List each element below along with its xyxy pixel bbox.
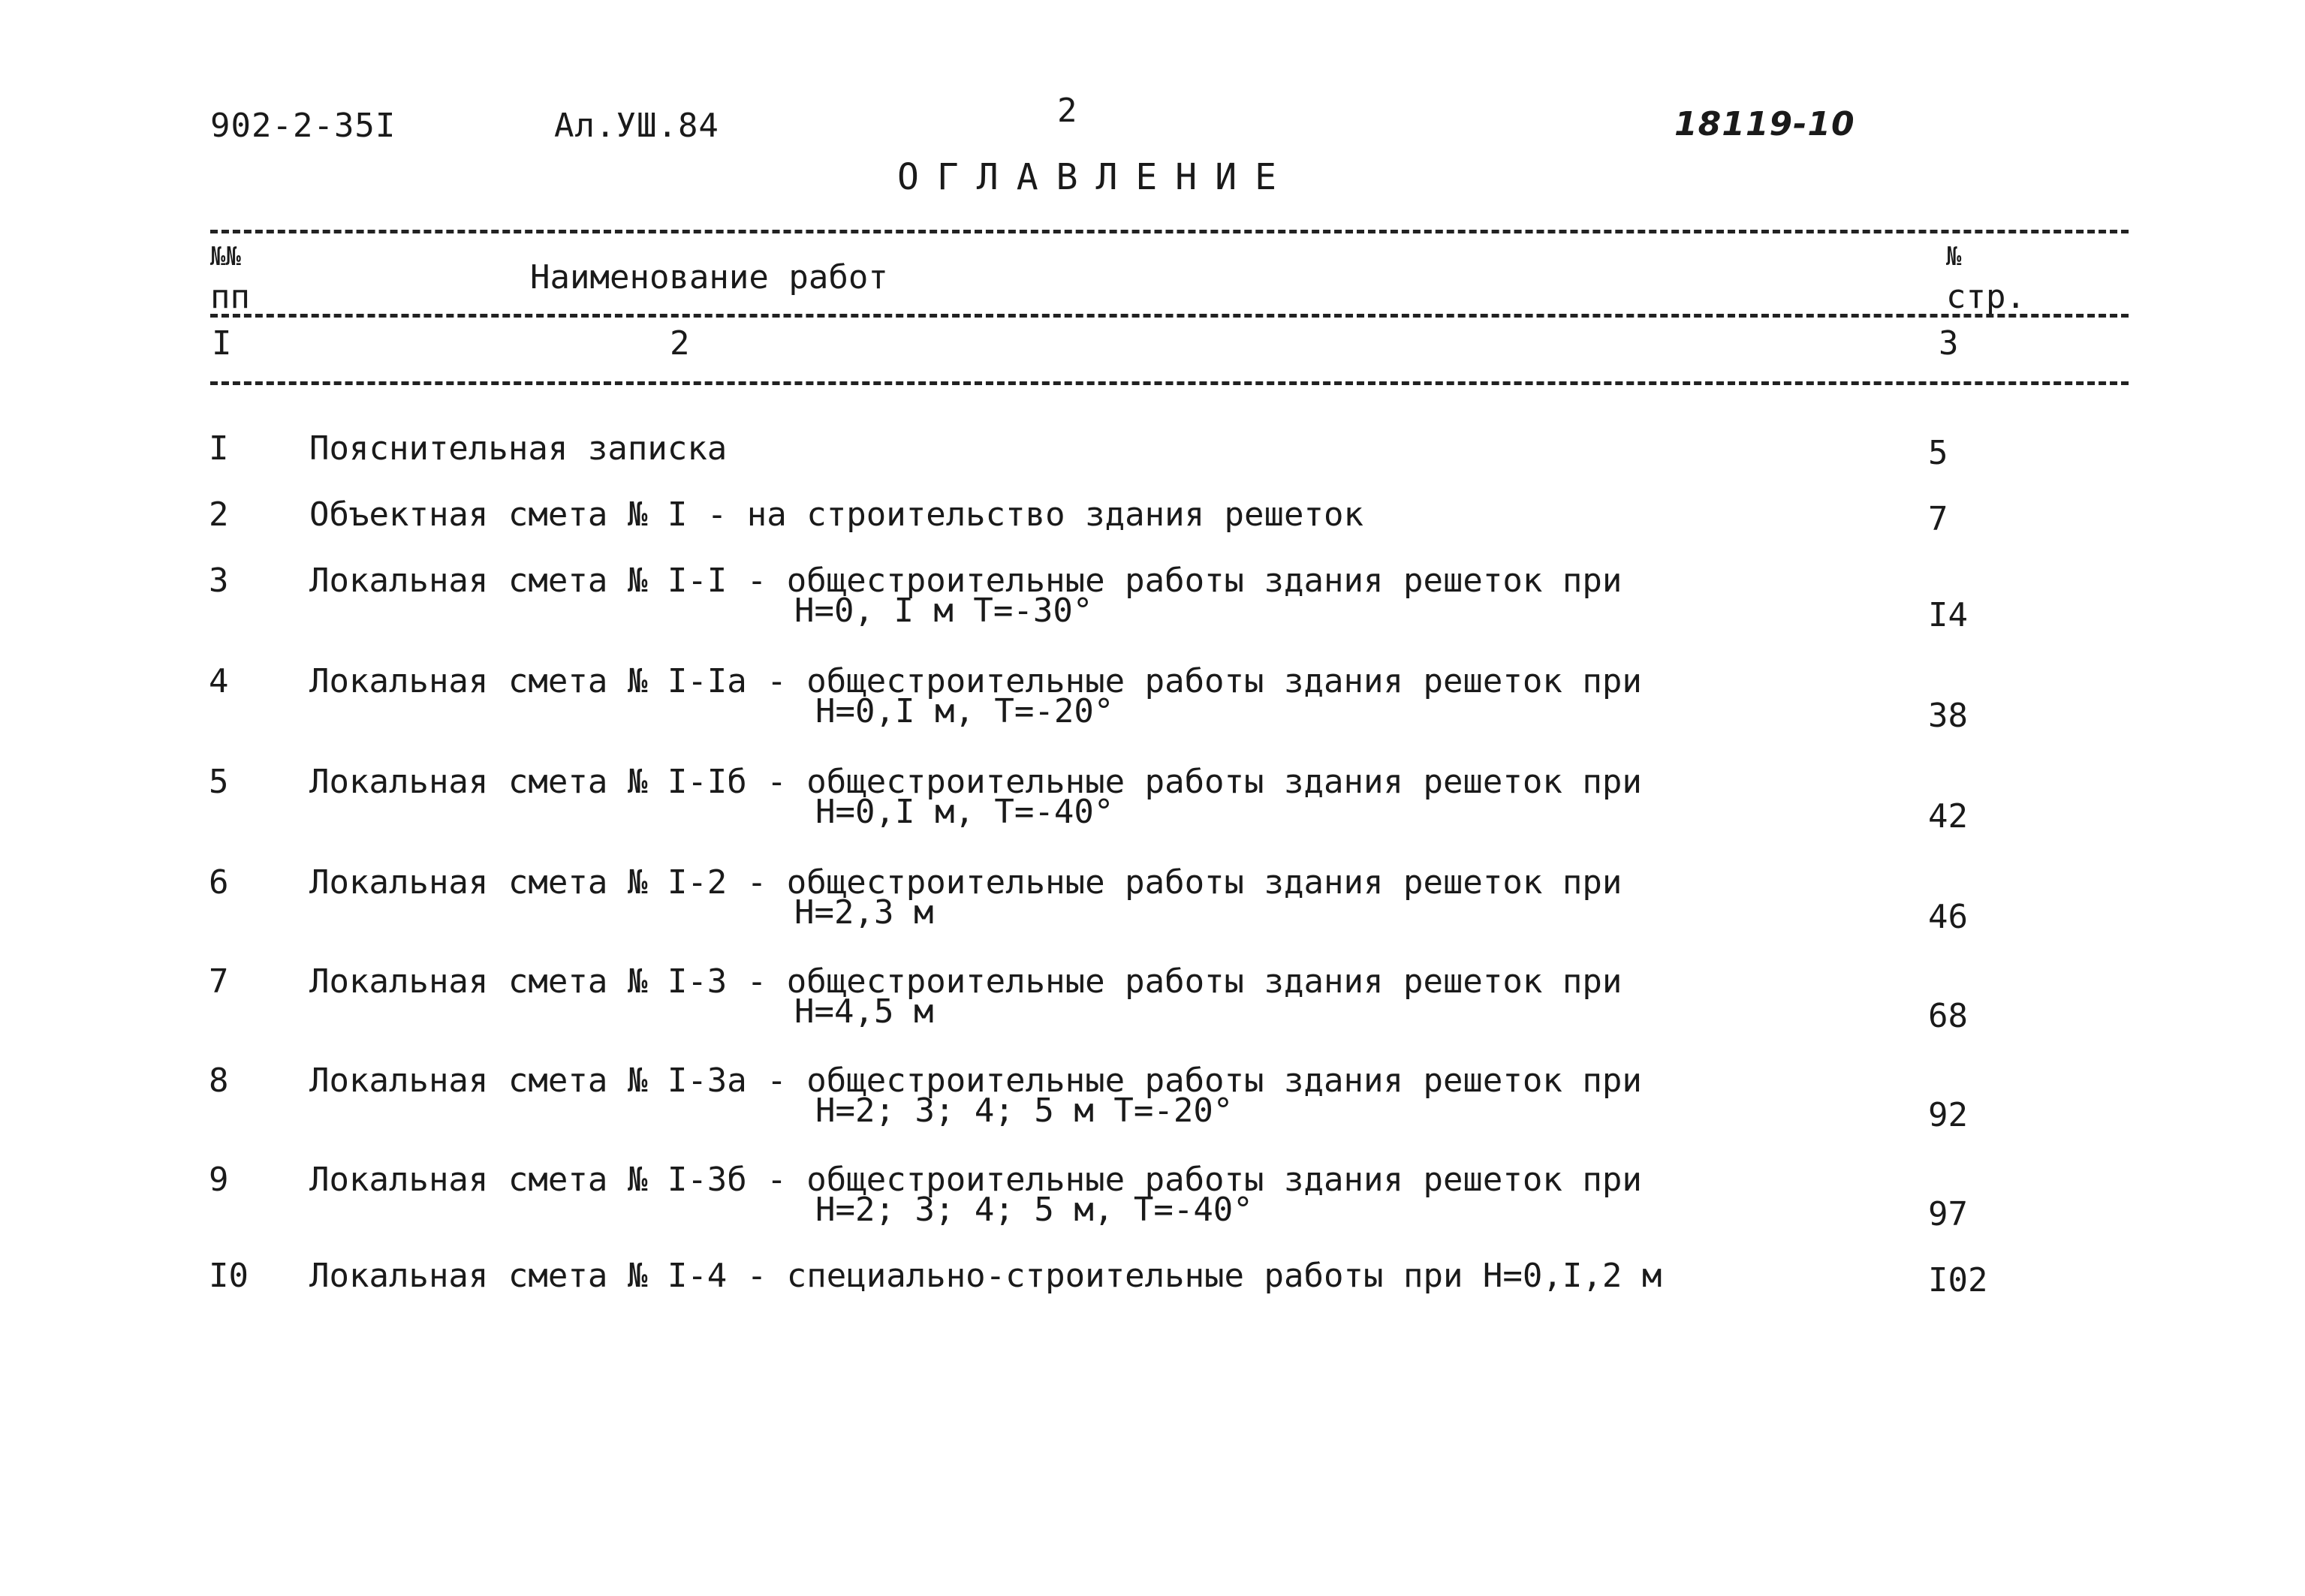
toc-row-title-continuation: Н=2; 3; 4; 5 м Т=-20° — [815, 1092, 1234, 1130]
toc-row-number: 6 — [209, 863, 229, 902]
toc-row-page: 5 — [1928, 434, 1948, 472]
column-header-number-sign: №№ — [210, 242, 241, 272]
table-header-divider — [210, 314, 2129, 318]
inventory-number: 18119-10 — [1674, 105, 1855, 143]
column-header-page: стр. — [1946, 278, 2026, 316]
toc-row-page: 7 — [1928, 500, 1948, 538]
toc-row-page: 68 — [1928, 997, 1968, 1035]
toc-row-title: Объектная смета № I - на строительство здания решеток — [309, 495, 1363, 534]
toc-row-title: Локальная смета № I-2 - общестроительные работы здания решеток при — [309, 863, 1623, 902]
toc-row-number: 3 — [209, 562, 229, 600]
toc-row-title: Локальная смета № I-3б - общестроительные работы здания решеток при — [309, 1161, 1642, 1199]
table-body-divider — [210, 381, 2129, 385]
toc-row-page: 46 — [1928, 898, 1968, 936]
column-header-name: Наименование работ — [530, 258, 888, 297]
column-header-page-sign: № — [1946, 242, 1962, 272]
album-code: Ал.УШ.84 — [554, 107, 719, 145]
toc-row-number: 2 — [209, 495, 229, 534]
toc-row-title-continuation: Н=0, I м Т=-30° — [794, 592, 1093, 630]
toc-row-number: 8 — [209, 1061, 229, 1100]
toc-row-title: Локальная смета № I-I - общестроительные работы здания решеток при — [309, 562, 1623, 600]
column-header-number: пп — [210, 278, 250, 316]
page-number: 2 — [1057, 92, 1078, 130]
toc-row-title: Локальная смета № I-Iа - общестроительные работы здания решеток при — [309, 662, 1642, 700]
document-code: 902-2-35I — [210, 107, 396, 145]
toc-row-page: 38 — [1928, 697, 1968, 735]
toc-row-number: 4 — [209, 662, 229, 700]
toc-row-title-continuation: Н=0,I м, Т=-40° — [815, 793, 1114, 831]
toc-row-title: Локальная смета № I-3а - общестроительные работы здания решеток при — [309, 1061, 1642, 1100]
toc-row-title: Локальная смета № I-Iб - общестроительные работы здания решеток при — [309, 763, 1642, 801]
toc-row-number: 9 — [209, 1161, 229, 1199]
toc-row-title: Локальная смета № I-3 - общестроительные работы здания решеток при — [309, 962, 1623, 1001]
column-index-1: I — [212, 324, 232, 363]
page-title: ОГЛАВЛЕНИЕ — [897, 156, 1294, 198]
toc-row-page: I02 — [1928, 1261, 1988, 1299]
toc-row-title-continuation: Н=4,5 м — [794, 992, 934, 1031]
toc-row-number: 5 — [209, 763, 229, 801]
toc-row-page: 97 — [1928, 1195, 1968, 1233]
toc-row-number: 7 — [209, 962, 229, 1001]
toc-row-page: 42 — [1928, 797, 1968, 836]
toc-row-number: I — [209, 429, 229, 468]
toc-row-page: I4 — [1928, 596, 1968, 634]
toc-row-title-continuation: Н=2,3 м — [794, 893, 934, 932]
toc-row-title: Локальная смета № I-4 - специально-строительные работы при Н=0,I,2 м — [309, 1257, 1662, 1295]
toc-row-title: Пояснительная записка — [309, 429, 728, 468]
toc-row-number: I0 — [209, 1257, 249, 1295]
toc-row-title-continuation: Н=2; 3; 4; 5 м, Т=-40° — [815, 1191, 1253, 1229]
toc-row-page: 92 — [1928, 1096, 1968, 1134]
toc-row-title-continuation: Н=0,I м, Т=-20° — [815, 692, 1114, 730]
table-top-divider — [210, 230, 2129, 233]
column-index-3: 3 — [1939, 324, 1959, 363]
column-index-2: 2 — [670, 324, 690, 363]
